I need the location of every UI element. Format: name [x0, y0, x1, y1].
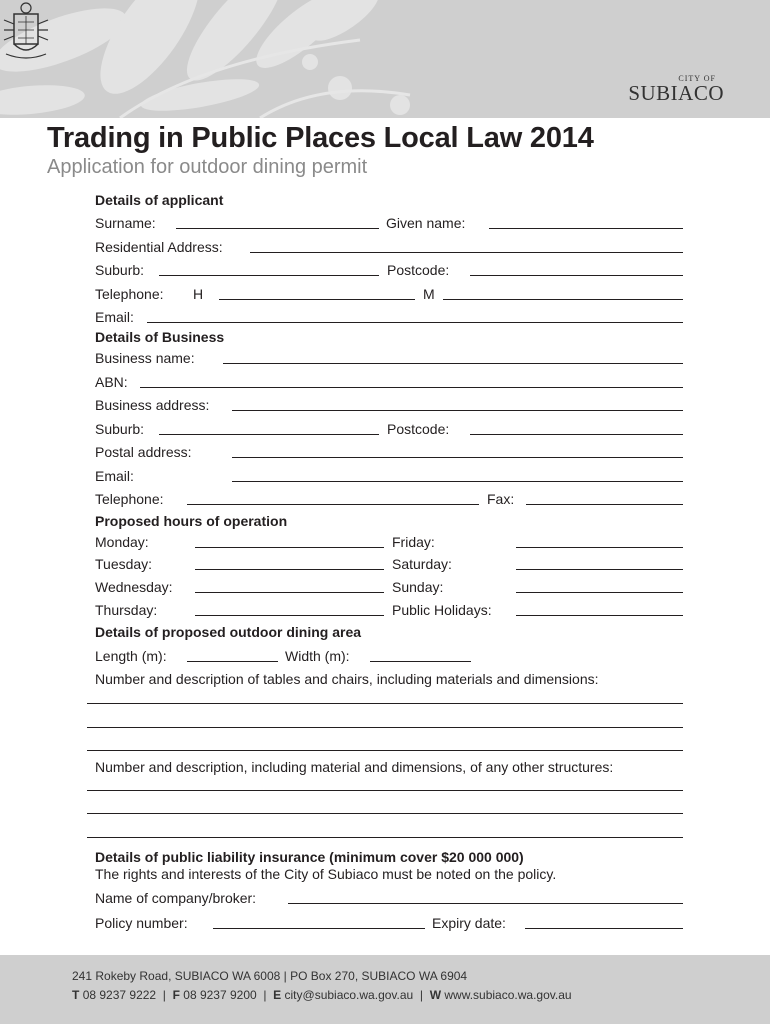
tables-desc-line-2[interactable]: [87, 727, 683, 728]
business-postcode-label: Postcode:: [387, 421, 450, 437]
city-logo: [628, 74, 724, 105]
logo-small-text: CITY OF: [678, 74, 716, 83]
structures-desc-line-3[interactable]: [87, 837, 683, 838]
public-holidays-label: Public Holidays:: [392, 602, 492, 618]
wednesday-label: Wednesday:: [95, 579, 173, 595]
business-name-field[interactable]: [223, 350, 683, 364]
sunday-label: Sunday:: [392, 579, 444, 595]
saturday-label: Saturday:: [392, 556, 452, 572]
insurance-heading: Details of public liability insurance (minimum cover $20 000 000): [95, 849, 524, 865]
footer-w-label: W: [429, 988, 442, 1002]
monday-label: Monday:: [95, 534, 149, 550]
length-width-row: [95, 646, 685, 666]
footer-t-label: T: [72, 988, 80, 1002]
tables-desc-row: [95, 669, 685, 689]
applicant-suburb-label: Suburb:: [95, 262, 145, 278]
hours-heading-row: [95, 511, 685, 531]
tables-desc-line-3[interactable]: [87, 750, 683, 751]
page-title: Trading in Public Places Local Law 2014: [47, 122, 594, 154]
business-suburb-label: Suburb:: [95, 421, 145, 437]
business-email-label: Email:: [95, 468, 134, 484]
fax-label: Fax:: [487, 491, 515, 507]
residential-address-label: Residential Address:: [95, 239, 223, 255]
residential-address-field[interactable]: [250, 239, 683, 253]
business-heading-row: [95, 327, 685, 347]
applicant-telephone-label: Telephone:: [95, 286, 164, 302]
business-telephone-row: [95, 489, 685, 509]
business-suburb-field[interactable]: [159, 421, 379, 435]
applicant-suburb-field[interactable]: [159, 262, 379, 276]
header-band: [0, 0, 770, 118]
postal-address-row: [95, 442, 685, 462]
home-phone-field[interactable]: [219, 286, 415, 300]
business-email-field[interactable]: [232, 468, 683, 482]
public-holidays-field[interactable]: [516, 602, 683, 616]
surname-field[interactable]: [176, 215, 379, 229]
structures-desc-row: [95, 757, 685, 777]
company-label: Name of company/broker:: [95, 890, 257, 906]
logo-big-text: SUBIACO: [628, 81, 724, 105]
business-name-label: Business name:: [95, 350, 195, 366]
business-telephone-field[interactable]: [187, 491, 479, 505]
tables-desc-label: Number and description of tables and chairs, including materials and dimensions:: [95, 671, 599, 687]
applicant-postcode-label: Postcode:: [387, 262, 450, 278]
tuesday-field[interactable]: [195, 556, 384, 570]
dining-heading-row: [95, 622, 685, 642]
policy-number-label: Policy number:: [95, 915, 188, 931]
sunday-field[interactable]: [516, 579, 683, 593]
structures-desc-label: Number and description, including material and dimensions, of any other structures:: [95, 759, 614, 775]
fax-field[interactable]: [526, 491, 683, 505]
business-postcode-field[interactable]: [470, 421, 683, 435]
mobile-phone-label: M: [423, 286, 435, 302]
monday-friday-row: [95, 532, 685, 552]
footer-f-label: F: [172, 988, 180, 1002]
wednesday-field[interactable]: [195, 579, 384, 593]
footer-band: [0, 955, 770, 1024]
business-email-row: [95, 466, 685, 486]
insurance-note: The rights and interests of the City of Subiaco must be noted on the policy.: [95, 866, 557, 882]
business-telephone-label: Telephone:: [95, 491, 164, 507]
residential-address-row: [95, 237, 685, 257]
surname-label: Surname:: [95, 215, 156, 231]
postal-address-field[interactable]: [232, 444, 683, 458]
friday-field[interactable]: [516, 534, 683, 548]
expiry-date-label: Expiry date:: [432, 915, 506, 931]
business-address-label: Business address:: [95, 397, 210, 413]
dining-heading: Details of proposed outdoor dining area: [95, 624, 362, 640]
given-name-field[interactable]: [489, 215, 683, 229]
footer-address: 241 Rokeby Road, SUBIACO WA 6008 | PO Box 270, SUBIACO WA 6904: [72, 969, 468, 983]
tuesday-saturday-row: [95, 554, 685, 574]
wednesday-sunday-row: [95, 577, 685, 597]
applicant-telephone-row: [95, 284, 685, 304]
business-address-field[interactable]: [232, 397, 683, 411]
width-label: Width (m):: [285, 648, 350, 664]
applicant-suburb-row: [95, 260, 685, 280]
applicant-postcode-field[interactable]: [470, 262, 683, 276]
business-address-row: [95, 395, 685, 415]
footer-website[interactable]: www.subiaco.wa.gov.au: [444, 988, 572, 1002]
hours-heading: Proposed hours of operation: [95, 513, 288, 529]
mobile-phone-field[interactable]: [443, 286, 683, 300]
footer-phone: 08 9237 9222: [82, 988, 157, 1002]
given-name-label: Given name:: [386, 215, 466, 231]
tables-desc-line-1[interactable]: [87, 703, 683, 704]
monday-field[interactable]: [195, 534, 384, 548]
length-label: Length (m):: [95, 648, 167, 664]
abn-row: [95, 372, 685, 392]
footer-fax: 08 9237 9200: [183, 988, 257, 1002]
applicant-heading-row: [95, 190, 685, 210]
business-heading: Details of Business: [95, 329, 225, 345]
policy-number-field[interactable]: [213, 915, 425, 929]
home-phone-label: H: [193, 286, 204, 302]
policy-row: [95, 913, 685, 933]
tuesday-label: Tuesday:: [95, 556, 153, 572]
friday-label: Friday:: [392, 534, 435, 550]
city-crest-icon: [0, 0, 52, 62]
postal-address-label: Postal address:: [95, 444, 192, 460]
business-suburb-row: [95, 419, 685, 439]
thursday-field[interactable]: [195, 602, 384, 616]
abn-field[interactable]: [140, 374, 683, 388]
surname-row: [95, 213, 685, 233]
applicant-email-label: Email:: [95, 309, 134, 325]
applicant-email-row: [95, 307, 685, 327]
applicant-heading: Details of applicant: [95, 192, 224, 208]
saturday-field[interactable]: [516, 556, 683, 570]
footer-e-label: E: [273, 988, 282, 1002]
company-field[interactable]: [288, 890, 683, 904]
length-field[interactable]: [187, 648, 278, 662]
abn-label: ABN:: [95, 374, 128, 390]
insurance-note-row: [95, 864, 685, 884]
company-row: [95, 888, 685, 908]
business-name-row: [95, 348, 685, 368]
footer-contacts: T 08 9237 9222 | F 08 9237 9200 | E city@subiaco.wa.gov.au | W www.subiaco.wa.gov.au: [72, 988, 572, 1002]
structures-desc-line-1[interactable]: [87, 790, 683, 791]
footer-email[interactable]: city@subiaco.wa.gov.au: [284, 988, 414, 1002]
thursday-label: Thursday:: [95, 602, 158, 618]
expiry-date-field[interactable]: [525, 915, 683, 929]
width-field[interactable]: [370, 648, 471, 662]
thursday-holidays-row: [95, 600, 685, 620]
applicant-email-field[interactable]: [147, 309, 683, 323]
structures-desc-line-2[interactable]: [87, 813, 683, 814]
page-subtitle: Application for outdoor dining permit: [47, 156, 368, 178]
